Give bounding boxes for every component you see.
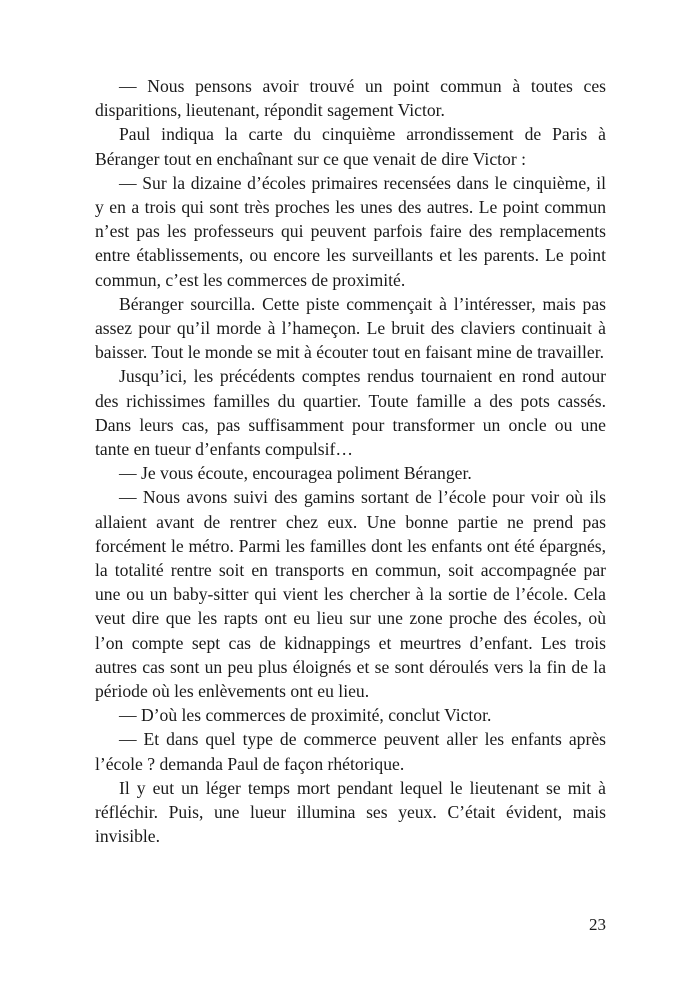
page-text bbox=[95, 74, 606, 849]
paragraph-4: Béranger sourcilla. Cette piste commençait à l’intéresser, mais pas assez pour qu’il morde à l’hameçon. Le bruit des claviers continuait à baisser. Tout le monde se mit à écouter tout en faisant mine de travailler. bbox=[95, 293, 606, 363]
paragraph-2: Paul indiqua la carte du cinquième arrondissement de Paris à Béranger tout en enchaînant sur ce que venait de dire Victor : bbox=[95, 124, 606, 169]
paragraph-9: — Et dans quel type de commerce peuvent aller les enfants après l’école ? demanda Paul de façon rhétorique. bbox=[95, 729, 606, 774]
paragraph-10: Il y eut un léger temps mort pendant lequel le lieutenant se mit à réfléchir. Puis, une lueur illumina ses yeux. C’était évident, mais invisible. bbox=[95, 777, 606, 847]
page-number: 23 bbox=[589, 915, 606, 934]
paragraph-8: — D’où les commerces de proximité, conclut Victor. bbox=[119, 705, 492, 726]
paragraph-1: — Nous pensons avoir trouvé un point commun à toutes ces disparitions, lieutenant, répondit sagement Victor. bbox=[95, 76, 606, 121]
paragraph-5: Jusqu’ici, les précédents comptes rendus tournaient en rond autour des richissimes familles du quartier. Toute famille a des pots cassés. Dans leurs cas, pas suffisamment pour transformer un oncle ou une tante en tueur d’enfants compulsif… bbox=[95, 366, 606, 460]
paragraph-7: — Nous avons suivi des gamins sortant de l’école pour voir où ils allaient avant de rentrer chez eux. Une bonne partie ne prend pas forcément le métro. Parmi les familles dont les enfants ont été épargnés, la totalité rentre soit en transports en commun, soit accompagnée par une ou un baby-sitter qui vient les chercher à la sortie de l’école. Cela veut dire que les rapts ont eu lieu sur une zone proche des écoles, où l’on compte sept cas de kidnappings et meurtres d’enfant. Les trois autres cas sont un peu plus éloignés et se sont déroulés vers la fin de la période où les enlèvements ont eu lieu. bbox=[95, 487, 606, 702]
paragraph-6: — Je vous écoute, encouragea poliment Béranger. bbox=[119, 463, 472, 484]
paragraph-3: — Sur la dizaine d’écoles primaires recensées dans le cinquième, il y en a trois qui sont très proches les unes des autres. Le point commun n’est pas les professeurs qui peuvent parfois faire des remplacements entre établissements, ou encore les surveillants et les parents. Le point commun, c’est les commerces de proximité. bbox=[95, 172, 606, 290]
